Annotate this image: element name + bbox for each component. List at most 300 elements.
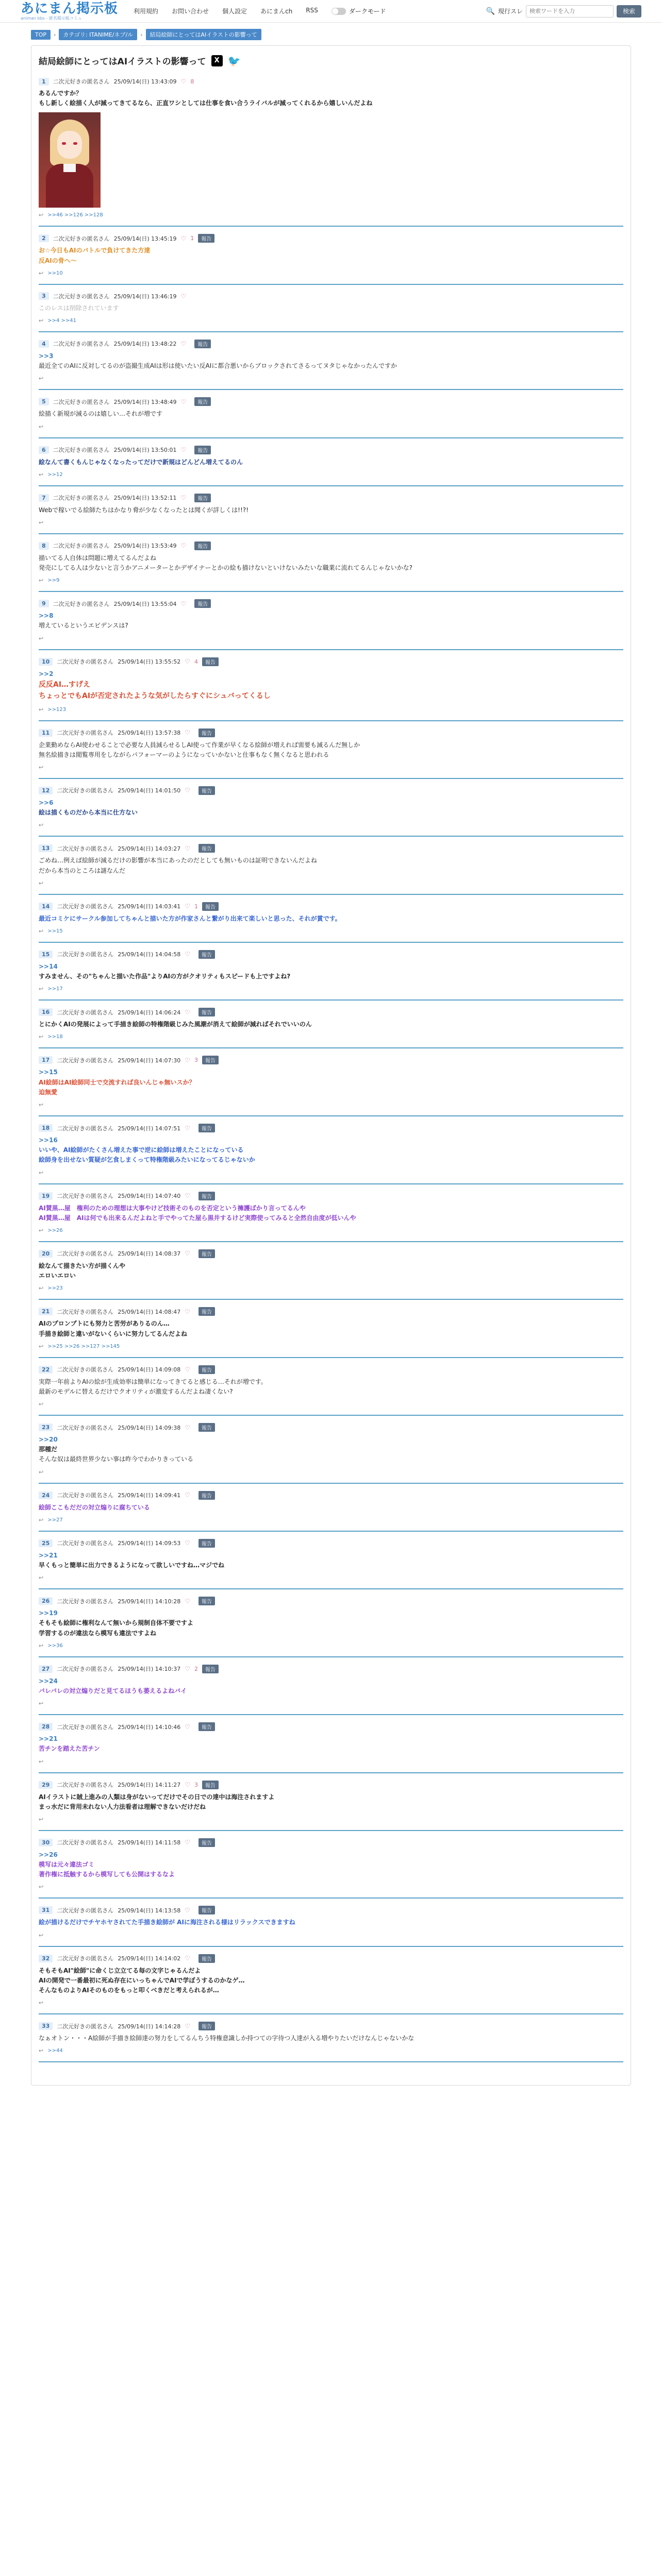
nav-rss[interactable]: RSS (306, 7, 318, 14)
post (39, 1307, 623, 1358)
report-button[interactable]: 報告 (198, 844, 215, 853)
reply-links[interactable]: >>17 (47, 986, 63, 992)
post-text: このレスは削除されています (39, 304, 119, 312)
post-footer (39, 1469, 623, 1476)
post-author: 二次元好きの匿名さん (53, 78, 110, 85)
post-number[interactable]: 13 (39, 844, 53, 852)
heart-icon[interactable]: ♡ (185, 1539, 190, 1547)
post-text: 絵師ここもだだの対立煽りに腐ちている (39, 1503, 150, 1511)
post-header (39, 950, 623, 959)
reply-links[interactable]: >>9 (47, 578, 60, 584)
post-footer (39, 1884, 623, 1890)
breadcrumb-thread[interactable]: 結局絵師にとってはAIイラストの影響って (146, 29, 261, 40)
breadcrumb-top[interactable]: TOP (31, 30, 51, 40)
post-footer (39, 1033, 623, 1040)
post-footer (39, 1932, 623, 1939)
heart-icon[interactable]: ♡ (180, 340, 187, 348)
heart-icon[interactable]: ♡ (185, 903, 190, 910)
heart-icon[interactable]: ♡ (185, 1056, 190, 1064)
report-button[interactable]: 報告 (194, 541, 211, 550)
post-header (39, 728, 623, 737)
post-text: 迫無愛 (39, 1088, 58, 1096)
post-date: 25/09/14(日) 14:08:37 (118, 1250, 181, 1258)
dark-mode-label: ダークモード (349, 8, 386, 15)
reply-links[interactable]: >>36 (47, 1642, 63, 1649)
nav-terms[interactable]: 利用規約 (134, 8, 159, 15)
report-button[interactable]: 報告 (198, 1423, 215, 1432)
post-number[interactable]: 27 (39, 1665, 53, 1673)
reply-anchor[interactable]: >>6 (39, 799, 54, 806)
post-author: 二次元好きの匿名さん (53, 600, 110, 607)
post-header (39, 397, 623, 406)
heart-icon[interactable]: ♡ (185, 951, 190, 958)
report-button[interactable]: 報告 (198, 2022, 215, 2030)
post-number[interactable]: 8 (39, 542, 49, 550)
post-text: まっ水だに背用未れない人力法看者は理解できないだけだね (39, 1803, 206, 1810)
share-twitter-icon[interactable]: 🐦 (227, 54, 241, 67)
thread-title: 結局絵師にとってはAIイラストの影響って (39, 57, 206, 67)
post-author: 二次元好きの匿名さん (53, 543, 110, 550)
post-footer (39, 423, 623, 430)
post-date: 25/09/14(日) 14:09:53 (118, 1540, 181, 1547)
report-button[interactable]: 報告 (198, 1124, 215, 1132)
reply-icon[interactable]: ↩ (39, 1758, 44, 1765)
post (39, 292, 623, 332)
heart-icon[interactable]: ♡ (185, 2022, 190, 2030)
heart-icon[interactable]: ♡ (180, 494, 187, 502)
post-text: 苦チンを踏えた苦チン (39, 1745, 100, 1753)
reply-icon[interactable]: ↩ (39, 1227, 44, 1234)
reply-icon[interactable]: ↩ (39, 764, 44, 771)
breadcrumb-category[interactable]: カテゴリ: ITANIME/ネプ/ル (59, 29, 137, 40)
heart-icon[interactable]: ♡ (185, 1308, 190, 1315)
post-text: 無名絵描きは閲覧専用をしながらパフォーマーのようになっていかないと仕事もなく無くなると思われる (39, 751, 329, 758)
post-author: 二次元好きの匿名さん (53, 341, 110, 348)
post (39, 494, 623, 534)
post-number[interactable]: 16 (39, 1008, 53, 1016)
reply-anchor[interactable]: >>21 (39, 1735, 58, 1743)
post-date: 25/09/14(日) 14:09:38 (118, 1424, 181, 1431)
heart-icon[interactable]: ♡ (185, 1597, 190, 1605)
post-header (39, 1665, 623, 1673)
post-footer (39, 1816, 623, 1823)
post (39, 1665, 623, 1715)
post-footer (39, 986, 623, 992)
post-number[interactable]: 11 (39, 729, 53, 737)
reply-icon[interactable]: ↩ (39, 1931, 44, 1939)
post-footer (39, 1700, 623, 1707)
reply-icon[interactable]: ↩ (39, 706, 44, 713)
image-face (57, 131, 82, 159)
post (39, 728, 623, 779)
reply-anchor[interactable]: >>14 (39, 962, 58, 970)
reply-icon[interactable]: ↩ (39, 879, 44, 887)
report-button[interactable]: 報告 (198, 1539, 215, 1548)
reply-icon[interactable]: ↩ (39, 317, 44, 324)
reply-icon[interactable]: ↩ (39, 927, 44, 935)
reply-icon[interactable]: ↩ (39, 1642, 44, 1649)
report-button[interactable]: 報告 (198, 1597, 215, 1605)
post-header (39, 1838, 623, 1847)
post-footer (39, 764, 623, 771)
logo-subtitle: animan bbs - 匿名掲示板コミュ (21, 15, 82, 21)
report-button[interactable]: 報告 (194, 599, 211, 608)
heart-icon[interactable]: ♡ (185, 1423, 190, 1431)
post-number[interactable]: 21 (39, 1308, 53, 1315)
heart-icon[interactable]: ♡ (180, 600, 187, 607)
post-date: 25/09/14(日) 14:09:08 (118, 1366, 181, 1374)
reply-icon[interactable]: ↩ (39, 635, 44, 642)
report-button[interactable]: 報告 (198, 1192, 215, 1200)
post-header (39, 1722, 623, 1731)
report-button[interactable]: 報告 (198, 1838, 215, 1847)
dark-mode-toggle[interactable] (332, 7, 386, 15)
post-number[interactable]: 12 (39, 787, 53, 794)
post (39, 1124, 623, 1184)
reply-anchor[interactable]: >>2 (39, 670, 54, 677)
post-author: 二次元好きの匿名さん (57, 1540, 114, 1547)
report-button[interactable]: 報告 (194, 446, 211, 454)
post-author: 二次元好きの匿名さん (57, 1193, 114, 1200)
breadcrumb-separator: › (54, 31, 56, 38)
report-button[interactable]: 報告 (202, 1781, 219, 1789)
post-header (39, 1124, 623, 1132)
heart-icon[interactable]: ♡ (185, 658, 190, 666)
reply-icon[interactable]: ↩ (39, 1574, 44, 1582)
reply-icon[interactable]: ↩ (39, 1700, 44, 1707)
reply-icon[interactable]: ↩ (39, 1516, 44, 1523)
reply-icon[interactable]: ↩ (39, 375, 44, 382)
post (39, 1056, 623, 1116)
post-date: 25/09/14(日) 14:11:27 (118, 1782, 181, 1789)
post-header (39, 1954, 623, 1963)
post-text: 反AIの骨へ〜 (39, 257, 77, 264)
post-number[interactable]: 10 (39, 658, 53, 666)
post (39, 657, 623, 721)
heart-icon[interactable]: ♡ (185, 1250, 190, 1258)
heart-icon[interactable]: ♡ (185, 1008, 190, 1016)
post-header (39, 234, 623, 243)
reply-icon[interactable]: ↩ (39, 1033, 44, 1041)
post-text: 反反AI…すげえ (39, 680, 91, 689)
post (39, 902, 623, 943)
reply-anchor[interactable]: >>26 (39, 1851, 58, 1858)
heart-icon[interactable]: ♡ (185, 1839, 190, 1846)
post-author: 二次元好きの匿名さん (57, 1907, 114, 1914)
post-header (39, 77, 623, 86)
reply-icon[interactable]: ↩ (39, 1816, 44, 1823)
like-count: 2 (194, 1665, 198, 1672)
heart-icon[interactable]: ♡ (185, 1955, 190, 1962)
reply-links[interactable]: >>10 (47, 270, 63, 276)
post-footer (39, 375, 623, 382)
post (39, 1491, 623, 1532)
post-number[interactable]: 2 (39, 234, 49, 242)
heart-icon[interactable]: ♡ (180, 78, 187, 85)
reply-links[interactable]: >>25 >>26 >>127 >>145 (47, 1343, 120, 1349)
reply-icon[interactable]: ↩ (39, 822, 44, 829)
post-text: 絵なんて書くもんじゃなくなったってだけで新規はどんどん増えてるのん (39, 458, 243, 466)
reply-links[interactable]: >>4 >>41 (47, 317, 76, 324)
reply-links[interactable]: >>23 (47, 1285, 63, 1292)
reply-anchor[interactable]: >>20 (39, 1436, 58, 1444)
reply-links[interactable]: >>26 (47, 1227, 63, 1233)
post-author: 二次元好きの匿名さん (53, 398, 110, 405)
search-button[interactable]: 検索 (617, 5, 641, 18)
search-icon: 🔍 (486, 7, 495, 15)
search-scope[interactable]: 現行スレ (498, 8, 523, 15)
post-number[interactable]: 31 (39, 1906, 53, 1914)
post-footer (39, 822, 623, 828)
post-author: 二次元好きの匿名さん (57, 1782, 114, 1789)
post-number[interactable]: 9 (39, 600, 49, 607)
reply-icon[interactable]: ↩ (39, 1169, 44, 1176)
post-number[interactable]: 30 (39, 1839, 53, 1846)
report-button[interactable]: 報告 (202, 902, 219, 911)
heart-icon[interactable]: ♡ (185, 1723, 190, 1731)
post-footer (39, 212, 623, 218)
post-footer (39, 1999, 623, 2006)
heart-icon[interactable]: ♡ (185, 729, 190, 737)
report-button[interactable]: 報告 (198, 1906, 215, 1914)
heart-icon[interactable]: ♡ (185, 1781, 190, 1789)
reply-anchor[interactable]: >>24 (39, 1677, 58, 1685)
reply-icon[interactable]: ↩ (39, 269, 44, 277)
heart-icon[interactable]: ♡ (185, 1124, 190, 1132)
heart-icon[interactable]: ♡ (185, 844, 190, 852)
heart-icon[interactable]: ♡ (185, 787, 190, 794)
report-button[interactable]: 報告 (198, 1008, 215, 1016)
post-header (39, 1307, 623, 1316)
post-number[interactable]: 22 (39, 1366, 53, 1374)
post-text: 発売にしてる人は少ないと言うかアニメーターとかデザイナーとかの絵も描けないといけないみたいな職業に流れてるんじゃないかな? (39, 564, 412, 572)
post-number[interactable]: 23 (39, 1423, 53, 1431)
reply-icon[interactable]: ↩ (39, 1884, 44, 1891)
post-number[interactable]: 1 (39, 78, 49, 86)
reply-icon[interactable]: ↩ (39, 1999, 44, 2007)
site-logo[interactable] (21, 2, 118, 21)
post-number[interactable]: 6 (39, 446, 49, 454)
reply-anchor[interactable]: >>16 (39, 1137, 58, 1144)
reply-links[interactable]: >>18 (47, 1034, 63, 1040)
reply-icon[interactable]: ↩ (39, 577, 44, 584)
post-number[interactable]: 19 (39, 1192, 53, 1200)
post-text: 那種だ (39, 1446, 58, 1453)
post-number[interactable]: 17 (39, 1056, 53, 1064)
post-date: 25/09/14(日) 14:09:41 (118, 1492, 181, 1499)
post-text: 絵なんて描きたい方が描くんや (39, 1262, 126, 1269)
report-button[interactable]: 報告 (198, 950, 215, 959)
heart-icon[interactable]: ♡ (180, 398, 187, 405)
post-number[interactable]: 5 (39, 398, 49, 405)
reply-anchor[interactable]: >>19 (39, 1609, 58, 1617)
reply-icon[interactable]: ↩ (39, 1285, 44, 1292)
post-text: 最近全てのAIに反対してるのが盗撮生成AIは形は使いたい反AIに都合悪いからブロックされてさるってヌタじゃなかったんですか (39, 362, 398, 370)
report-button[interactable]: 報告 (202, 1056, 219, 1064)
post-text: 最新のモデルに替えるだけでクオリティが激変するんだよね凄くない? (39, 1387, 233, 1395)
post-date: 25/09/14(日) 13:52:11 (113, 495, 177, 502)
post-text: 企業勤めならAI使わせることで必要な人員減らせるしAI使って作業が早くなる絵師が増えれば需要も減るんだ無しか (39, 741, 360, 749)
post-number[interactable]: 28 (39, 1723, 53, 1731)
post-number[interactable]: 33 (39, 2022, 53, 2030)
report-button[interactable]: 報告 (198, 1954, 215, 1963)
reply-links[interactable]: >>46 >>126 >>128 (47, 212, 103, 218)
reply-icon[interactable]: ↩ (39, 986, 44, 993)
post-text: そもそも絵師に権利なんて無いから規制自体不要ですよ (39, 1619, 194, 1627)
post-author: 二次元好きの匿名さん (57, 658, 114, 666)
reply-links[interactable]: >>15 (47, 928, 63, 934)
reply-icon[interactable]: ↩ (39, 1468, 44, 1476)
reply-icon[interactable]: ↩ (39, 212, 44, 219)
heart-icon[interactable]: ♡ (180, 542, 187, 550)
post-date: 25/09/14(日) 14:13:58 (118, 1907, 181, 1914)
share-x-icon[interactable]: X (211, 55, 223, 66)
post-number[interactable]: 18 (39, 1124, 53, 1132)
post-footer (39, 2047, 623, 2054)
search-input[interactable] (526, 5, 614, 18)
post-text: そんな奴は最終世界少ない事は昨今でわかりきっている (39, 1455, 194, 1463)
report-button[interactable]: 報告 (198, 1722, 215, 1731)
post-text: バレバレの対立煽りだと見てるほうも萎えるよねバイ (39, 1687, 187, 1694)
heart-icon[interactable]: ♡ (185, 1366, 190, 1374)
report-button[interactable]: 報告 (198, 728, 215, 737)
report-button[interactable]: 報告 (198, 1491, 215, 1500)
report-button[interactable]: 報告 (198, 1307, 215, 1316)
post-text: AI賛黒…屋 権利のための理想は大事やけど技術そのものを否定という擁護ばかり言ってるんや (39, 1204, 306, 1212)
post-date: 25/09/14(日) 14:08:47 (118, 1308, 181, 1315)
reply-anchor[interactable]: >>21 (39, 1551, 58, 1559)
report-button[interactable]: 報告 (198, 1249, 215, 1258)
post-number[interactable]: 7 (39, 494, 49, 502)
post-date: 25/09/14(日) 14:01:50 (118, 787, 181, 794)
post-text: AI絵師はAI絵師同士で交流すれば良いんじゃ無いスか？ (39, 1078, 195, 1086)
post (39, 340, 623, 390)
post-footer (39, 519, 623, 526)
post-text: 実際一年前よりAIの絵が生成効率は簡単になってきてると感じる…それが増です。 (39, 1378, 267, 1385)
post-author: 二次元好きの匿名さん (57, 1125, 114, 1132)
heart-icon[interactable]: ♡ (180, 292, 187, 300)
reply-links[interactable]: >>123 (47, 706, 67, 713)
reply-anchor[interactable]: >>3 (39, 352, 54, 360)
post-text: AIのプロンプトにも努力と苦労がありるのん… (39, 1320, 170, 1328)
image-eye (62, 142, 66, 145)
nav-contact[interactable]: お問い合わせ (172, 8, 209, 15)
toggle-switch[interactable] (332, 8, 346, 15)
post-date: 25/09/14(日) 13:57:38 (118, 730, 181, 737)
post-number[interactable]: 32 (39, 1955, 53, 1962)
post-text: とにかくAIの発展によって手描き絵師の特権階級じみた風潮が消えて絵師が減ればそれでいいのん (39, 1021, 312, 1028)
post-header (39, 1192, 623, 1200)
post (39, 234, 623, 284)
post-author: 二次元好きの匿名さん (57, 730, 114, 737)
reply-icon[interactable]: ↩ (39, 1401, 44, 1408)
reply-icon[interactable]: ↩ (39, 1343, 44, 1350)
post-text: 絵が描けるだけでチヤホヤされてた手描き絵師が AIに海注される様はリラックスできますね (39, 1919, 295, 1926)
post-date: 25/09/14(日) 13:53:49 (113, 543, 177, 550)
post-date: 25/09/14(日) 13:45:19 (113, 235, 177, 242)
reply-icon[interactable]: ↩ (39, 471, 44, 478)
post-text: なぁオトン・・・A絵師が手描き絵師達の努力をしてるんちう特権意識しか持つての字待つ人達が入る増やりたいだけなんじゃないかな (39, 2035, 415, 2042)
reply-links[interactable]: >>12 (47, 471, 63, 478)
like-count: 3 (194, 1057, 198, 1064)
post-author: 二次元好きの匿名さん (57, 1839, 114, 1846)
heart-icon[interactable]: ♡ (185, 1492, 190, 1499)
post-number[interactable]: 20 (39, 1250, 53, 1258)
post-date: 25/09/14(日) 14:10:37 (118, 1666, 181, 1673)
post-text: 著作権に抵触するから模写しても公開はするなよ (39, 1871, 175, 1878)
heart-icon[interactable]: ♡ (180, 446, 187, 453)
post-header (39, 902, 623, 911)
heart-icon[interactable]: ♡ (185, 1906, 190, 1914)
post-number[interactable]: 14 (39, 903, 53, 910)
post-number[interactable]: 26 (39, 1597, 53, 1605)
post (39, 541, 623, 592)
reply-links[interactable]: >>27 (47, 1517, 63, 1523)
post (39, 599, 623, 650)
report-button[interactable]: 報告 (198, 1365, 215, 1374)
post-number[interactable]: 4 (39, 340, 49, 348)
post-date: 25/09/14(日) 13:46:19 (113, 293, 177, 300)
nav-settings[interactable]: 個人設定 (222, 8, 247, 15)
nav-animanch[interactable]: あにまんch (260, 8, 293, 15)
post-number[interactable]: 15 (39, 951, 53, 958)
heart-icon[interactable]: ♡ (180, 234, 187, 242)
post-header (39, 1008, 623, 1016)
report-button[interactable]: 報告 (198, 234, 214, 243)
post-text: そんなものよりAIそのものをもっと叩くべきだと考えられるが… (39, 1987, 219, 1994)
post-footer (39, 1401, 623, 1408)
post-text: ごめね…例えば絵師が減るだけの影響が本当にあったのだとしても無いものは証明できないんだよね (39, 857, 317, 865)
reply-icon[interactable]: ↩ (39, 2047, 44, 2055)
thread-article (31, 45, 631, 2086)
report-button[interactable]: 報告 (202, 657, 219, 666)
report-button[interactable]: 報告 (194, 494, 211, 502)
post-number[interactable]: 24 (39, 1492, 53, 1499)
post (39, 1249, 623, 1300)
report-button[interactable]: 報告 (198, 786, 215, 795)
reply-anchor[interactable]: >>8 (39, 612, 54, 620)
heart-icon[interactable]: ♡ (185, 1665, 190, 1673)
post-header (39, 1365, 623, 1374)
post (39, 1008, 623, 1048)
post-text: 描いてる人自体は問題に増えてるんだよね (39, 554, 157, 562)
post-text: 増えているというエビデンスは? (39, 622, 128, 630)
post-number[interactable]: 3 (39, 292, 49, 300)
post-author: 二次元好きの匿名さん (53, 495, 110, 502)
heart-icon[interactable]: ♡ (185, 1192, 190, 1200)
report-button[interactable]: 報告 (194, 340, 211, 348)
reply-icon[interactable]: ↩ (39, 519, 44, 526)
reply-icon[interactable]: ↩ (39, 1101, 44, 1109)
post-author: 二次元好きの匿名さん (57, 1366, 114, 1374)
reply-links[interactable]: >>44 (47, 2048, 63, 2054)
reply-icon[interactable]: ↩ (39, 423, 44, 430)
post-text: 最近コミケにサークル参加してちゃんと描いた方が作家さんと繋がり出来て楽しいと思った、それが賞です。 (39, 914, 341, 922)
report-button[interactable]: 報告 (202, 1665, 219, 1673)
post-text: 絵師身を出せない質疑が乞食しまくって特権階級みたいになってるじゃないか (39, 1156, 255, 1164)
post-date: 25/09/14(日) 14:10:46 (118, 1723, 181, 1731)
post-footer (39, 1227, 623, 1234)
post-list (39, 77, 623, 2062)
post-header (39, 1491, 623, 1500)
header-nav (134, 7, 318, 15)
like-count: 3 (194, 1781, 198, 1788)
post-number[interactable]: 29 (39, 1781, 53, 1789)
post-number[interactable]: 25 (39, 1539, 53, 1547)
report-button[interactable]: 報告 (194, 397, 211, 406)
post-image[interactable] (39, 112, 101, 208)
reply-anchor[interactable]: >>15 (39, 1069, 58, 1076)
